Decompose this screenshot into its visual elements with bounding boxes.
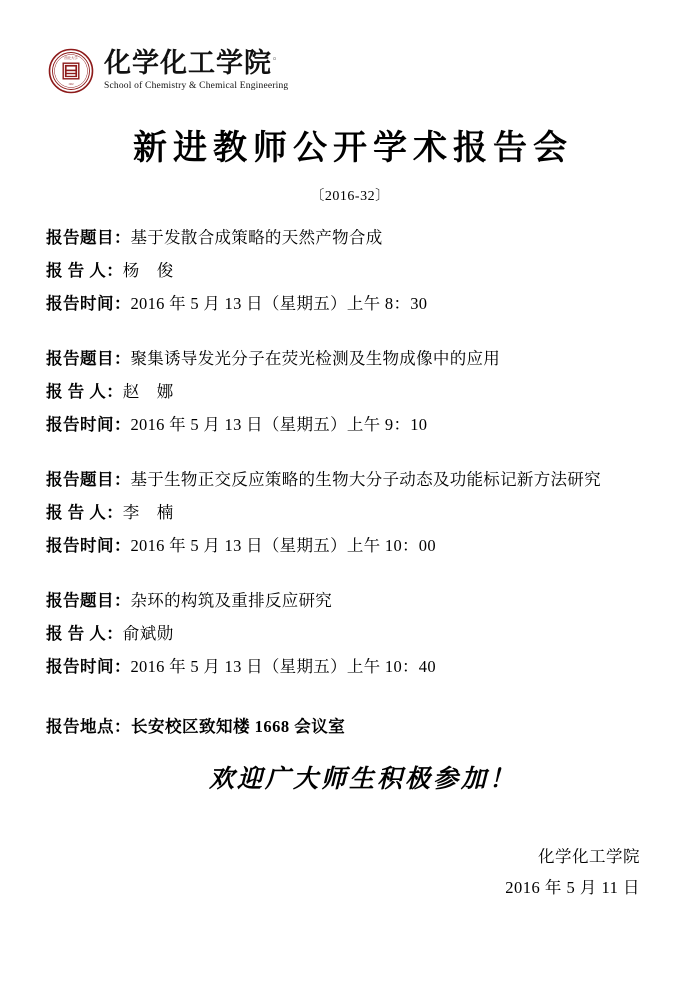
topic-value: 杂环的构筑及重排反应研究 — [130, 591, 333, 610]
talk-item — [46, 342, 654, 441]
time-label: 报告时间 — [46, 294, 114, 313]
time-colon: ： — [114, 536, 131, 555]
talk-time-row — [46, 408, 654, 441]
topic-value: 基于生物正交反应策略的生物大分子动态及功能标记新方法研究 — [130, 470, 601, 489]
speaker-colon: ： — [106, 382, 123, 401]
venue-row — [46, 713, 654, 737]
topic-colon: ： — [114, 228, 131, 247]
talk-time-row — [46, 650, 654, 683]
talk-topic-row — [46, 584, 654, 617]
letterhead — [46, 0, 654, 94]
talk-time-row — [46, 529, 654, 562]
talk-topic-row — [46, 221, 654, 254]
topic-colon: ： — [114, 470, 131, 489]
venue-colon: ： — [114, 717, 131, 736]
speaker-label: 报 告 人 — [46, 624, 107, 643]
talk-list — [46, 221, 654, 683]
speaker-value: 李 楠 — [122, 503, 174, 522]
time-label: 报告时间 — [46, 657, 114, 676]
speaker-colon: ： — [106, 624, 123, 643]
talk-item — [46, 584, 654, 683]
talk-time-row — [46, 287, 654, 320]
talk-item — [46, 221, 654, 320]
school-name-cn — [104, 48, 288, 80]
speaker-label: 报 告 人 — [46, 261, 107, 280]
signature-block — [46, 841, 654, 904]
speaker-value: 杨 俊 — [122, 261, 174, 280]
time-value: 2016 年 5 月 13 日（星期五）上午 9：10 — [130, 415, 428, 434]
school-name-cn-text: 化学化工学院 — [104, 48, 272, 80]
time-colon: ： — [114, 415, 131, 434]
time-label: 报告时间 — [46, 415, 114, 434]
svg-text:西北大学: 西北大学 — [64, 56, 78, 61]
topic-label: 报告题目 — [46, 591, 114, 610]
signature-org: 化学化工学院 — [538, 847, 640, 866]
welcome-message: 欢迎广大师生积极参加！ — [208, 764, 517, 793]
signature-date: 2016 年 5 月 11 日 — [505, 878, 640, 898]
university-crest-icon — [48, 48, 94, 94]
document-number: 〔2016-32〕 — [310, 189, 390, 204]
time-label: 报告时间 — [46, 536, 114, 555]
time-colon: ： — [114, 657, 131, 676]
topic-label: 报告题目 — [46, 349, 114, 368]
speaker-colon: ： — [106, 261, 123, 280]
topic-colon: ： — [114, 349, 131, 368]
talk-topic-row — [46, 463, 654, 496]
venue-value: 长安校区致知楼 1668 会议室 — [131, 717, 346, 736]
time-colon: ： — [114, 294, 131, 313]
talk-speaker-row — [46, 496, 654, 529]
venue-label: 报告地点 — [46, 717, 114, 736]
time-value: 2016 年 5 月 13 日（星期五）上午 10：00 — [130, 536, 436, 555]
topic-label: 报告题目 — [46, 470, 114, 489]
topic-value: 基于发散合成策略的天然产物合成 — [130, 228, 383, 247]
topic-colon: ： — [114, 591, 131, 610]
talk-speaker-row — [46, 617, 654, 650]
speaker-value: 赵 娜 — [122, 382, 174, 401]
speaker-value: 俞斌勋 — [122, 624, 174, 643]
topic-label: 报告题目 — [46, 228, 114, 247]
school-name-en: School of Chemistry & Chemical Engineering — [104, 81, 289, 92]
talk-speaker-row — [46, 375, 654, 408]
talk-topic-row — [46, 342, 654, 375]
topic-value: 聚集诱导发光分子在荧光检测及生物成像中的应用 — [130, 349, 501, 368]
time-value: 2016 年 5 月 13 日（星期五）上午 8：30 — [130, 294, 428, 313]
talk-item — [46, 463, 654, 562]
talk-speaker-row — [46, 254, 654, 287]
speaker-label: 报 告 人 — [46, 503, 107, 522]
time-value: 2016 年 5 月 13 日（星期五）上午 10：40 — [130, 657, 436, 676]
page-title: 新进教师公开学术报告会 — [133, 128, 573, 168]
speaker-colon: ： — [106, 503, 123, 522]
svg-text:1902: 1902 — [68, 83, 74, 86]
school-name-superscript: ◦ — [272, 55, 278, 66]
speaker-label: 报 告 人 — [46, 382, 107, 401]
